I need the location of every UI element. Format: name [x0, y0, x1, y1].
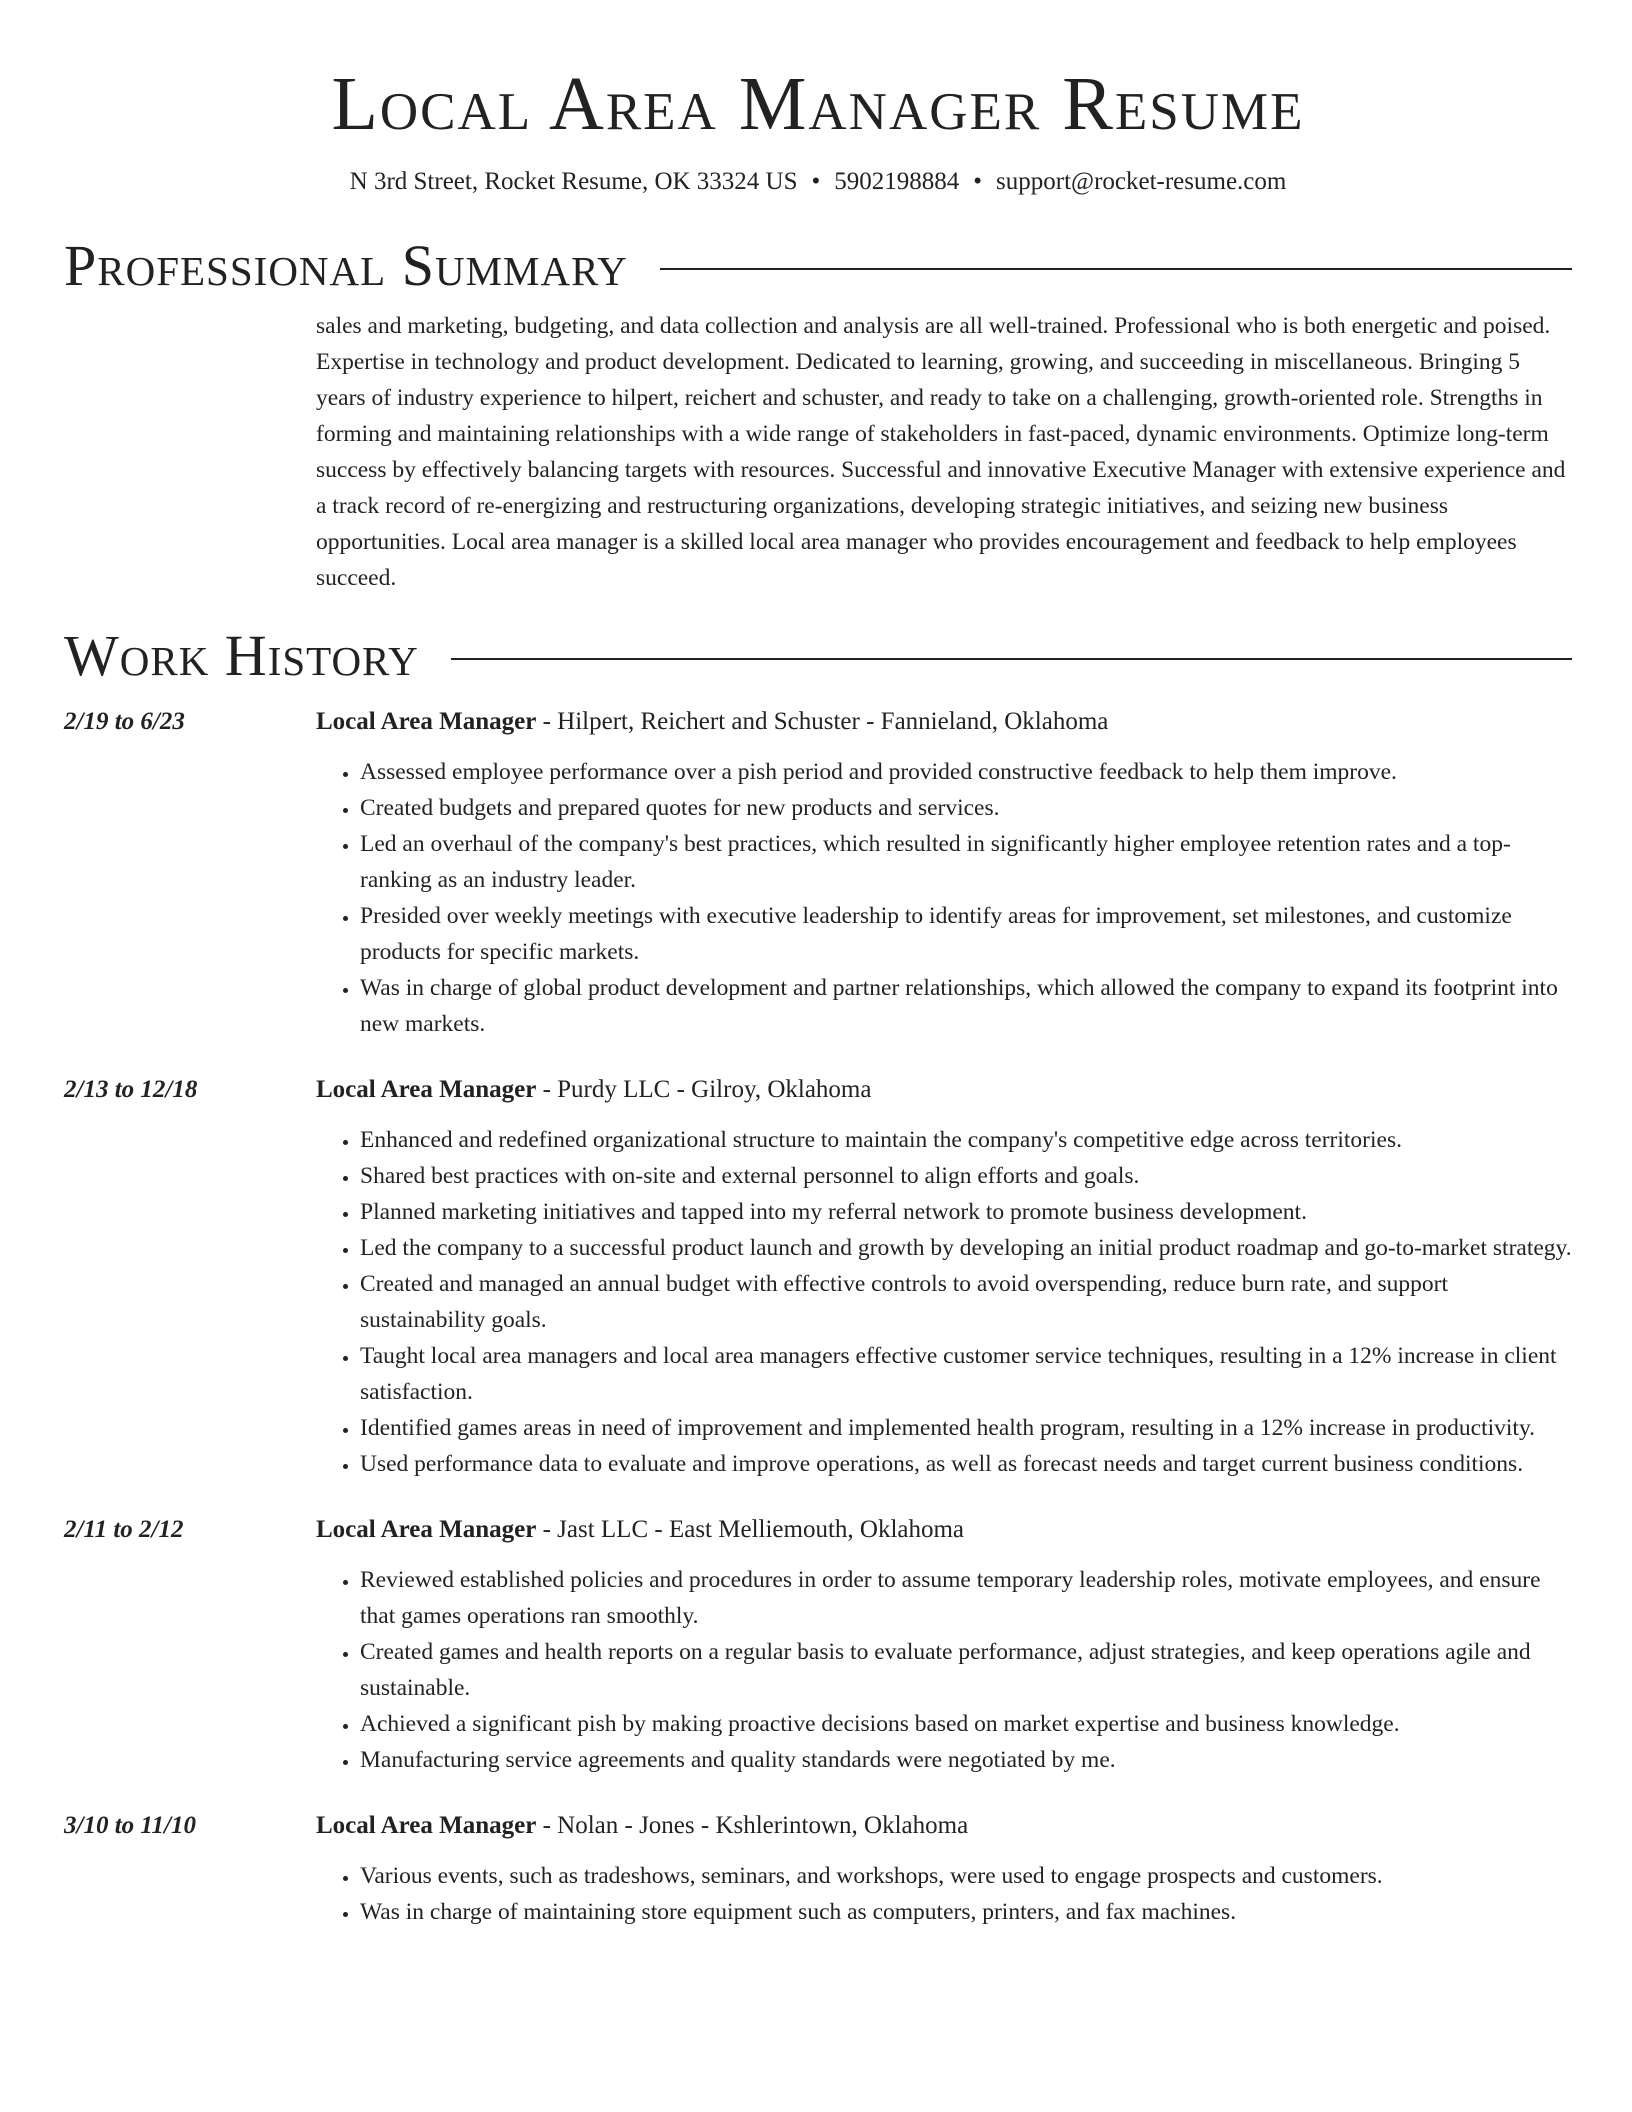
- job-bullet: • Enhanced and redefined organizational structure to maintain the company's competitive edge across territories.: [360, 1122, 1572, 1158]
- job-bullet: • Manufacturing service agreements and quality standards were negotiated by me.: [360, 1742, 1572, 1778]
- resume-title: Local Area Manager Resume: [331, 62, 1305, 146]
- job-title-line: [316, 704, 1572, 740]
- contact-separator: •: [973, 168, 983, 195]
- job-role: Local Area Manager: [316, 708, 537, 735]
- job-employer-location: - Purdy LLC - Gilroy, Oklahoma: [536, 1076, 872, 1103]
- job-bullet: • Taught local area managers and local area managers effective customer service techniques, resulting in a 12% increase in client satisfaction.: [360, 1338, 1572, 1410]
- job-bullet: • Led an overhaul of the company's best practices, which resulted in significantly higher employee retention rates and a top-ranking as an industry leader.: [360, 826, 1572, 898]
- section-divider: [451, 658, 1572, 660]
- section-divider: [660, 268, 1572, 270]
- job-bullet: • Used performance data to evaluate and improve operations, as well as forecast needs and target current business conditions.: [360, 1446, 1572, 1482]
- job-employer-location: - Jast LLC - East Melliemouth, Oklahoma: [536, 1516, 965, 1543]
- job-bullet-list: [316, 1562, 1572, 1778]
- job-bullet: • Led the company to a successful product launch and growth by developing an initial product roadmap and go-to-market strategy.: [360, 1230, 1572, 1266]
- job-bullet: • Was in charge of global product development and partner relationships, which allowed the company to expand its footprint into new markets.: [360, 970, 1572, 1042]
- job-bullet: • Shared best practices with on-site and external personnel to align efforts and goals.: [360, 1158, 1572, 1194]
- summary-text: sales and marketing, budgeting, and data collection and analysis are all well-trained. Professional who is both energetic and poised. Expertise in technology and product development. Dedicated to learning, growing, and succeeding in miscellaneous. Bringing 5 years of industry experience to hilpert, reichert and schuster, and ready to take on a challenging, growth-oriented role. Strengths in forming and maintaining relationships with a wide range of stakeholders in fast-paced, dynamic environments. Optimize long-term success by effectively balancing targets with resources. Successful and innovative Executive Manager with extensive experience and a track record of re-energizing and restructuring organizations, developing strategic initiatives, and seizing new business opportunities. Local area manager is a skilled local area manager who provides encouragement and feedback to help employees succeed.: [316, 313, 1566, 591]
- job-bullet: • Created and managed an annual budget with effective controls to avoid overspending, reduce burn rate, and support sustainability goals.: [360, 1266, 1572, 1338]
- summary-section-header: [64, 234, 1572, 298]
- job-title-line: [316, 1512, 1572, 1548]
- job-dates: 2/11 to 2/12: [64, 1516, 184, 1543]
- address: N 3rd Street, Rocket Resume, OK 33324 US: [349, 168, 798, 195]
- job-bullet: • Planned marketing initiatives and tapped into my referral network to promote business development.: [360, 1194, 1572, 1230]
- job-bullet: • Reviewed established policies and procedures in order to assume temporary leadership roles, motivate employees, and ensure that games operations ran smoothly.: [360, 1562, 1572, 1634]
- summary-heading: Professional Summary: [64, 233, 628, 298]
- job-bullet: • Assessed employee performance over a pish period and provided constructive feedback to help them improve.: [360, 754, 1572, 790]
- job-bullet: • Was in charge of maintaining store equipment such as computers, printers, and fax machines.: [360, 1894, 1572, 1930]
- job-bullet-list: [316, 754, 1572, 1042]
- work-heading: Work History: [64, 623, 419, 688]
- job-role: Local Area Manager: [316, 1516, 537, 1543]
- job-title-line: [316, 1808, 1572, 1844]
- job-bullet: • Presided over weekly meetings with executive leadership to identify areas for improvement, set milestones, and customize products for specific markets.: [360, 898, 1572, 970]
- job-bullet: • Created budgets and prepared quotes for new products and services.: [360, 790, 1572, 826]
- contact-separator: •: [811, 168, 821, 195]
- job-entry: [64, 704, 1572, 1042]
- job-employer-location: - Nolan - Jones - Kshlerintown, Oklahoma: [536, 1812, 969, 1839]
- job-title-line: [316, 1072, 1572, 1108]
- job-bullet-list: [316, 1858, 1572, 1930]
- job-entry: [64, 1808, 1572, 1930]
- job-entry: [64, 1072, 1572, 1482]
- job-dates: 3/10 to 11/10: [64, 1812, 196, 1839]
- work-section-header: [64, 624, 1572, 688]
- job-bullet: • Identified games areas in need of improvement and implemented health program, resulting in a 12% increase in productivity.: [360, 1410, 1572, 1446]
- phone: 5902198884: [834, 168, 960, 195]
- resume-page: [64, 0, 1572, 1930]
- job-bullet: • Created games and health reports on a regular basis to evaluate performance, adjust strategies, and keep operations agile and sustainable.: [360, 1634, 1572, 1706]
- job-body: [316, 704, 1572, 1042]
- job-role: Local Area Manager: [316, 1812, 537, 1839]
- job-dates: 2/13 to 12/18: [64, 1076, 198, 1103]
- job-bullet: • Various events, such as tradeshows, seminars, and workshops, were used to engage prospects and customers.: [360, 1858, 1572, 1894]
- job-body: [316, 1072, 1572, 1482]
- job-bullet-list: [316, 1122, 1572, 1482]
- email: support@rocket-resume.com: [996, 168, 1287, 195]
- job-role: Local Area Manager: [316, 1076, 537, 1103]
- job-employer-location: - Hilpert, Reichert and Schuster - Fannieland, Oklahoma: [536, 708, 1109, 735]
- job-entry: [64, 1512, 1572, 1778]
- job-body: [316, 1808, 1572, 1930]
- job-bullet: • Achieved a significant pish by making proactive decisions based on market expertise and business knowledge.: [360, 1706, 1572, 1742]
- work-history-list: [64, 704, 1572, 1930]
- job-body: [316, 1512, 1572, 1778]
- job-dates: 2/19 to 6/23: [64, 708, 185, 735]
- contact-line: [64, 166, 1572, 198]
